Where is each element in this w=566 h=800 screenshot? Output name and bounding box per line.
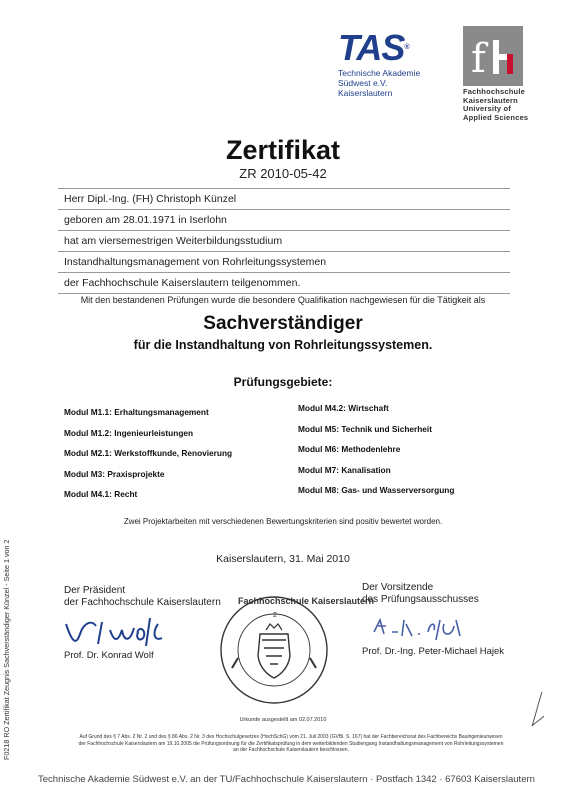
detail-row-course: Instandhaltungsmanagement von Rohrleitungssystemen — [58, 251, 510, 272]
module-item: Modul M7: Kanalisation — [298, 464, 391, 475]
module-item: Modul M8: Gas- und Wasserversorgung — [298, 485, 455, 495]
qualification-subtitle: für die Instandhaltung von Rohrleitungssystemen. — [133, 338, 433, 352]
project-note: Zwei Projektarbeiten mit verschiedenen Bewertungskriterien sind positiv bewertet worden. — [123, 517, 443, 526]
seal-text: Fachhochschule Kaiserslautern — [238, 596, 375, 606]
seal-number: 2 — [273, 612, 277, 619]
chair-signature-icon — [370, 614, 470, 649]
chair-role-line1: Der Vorsitzende — [362, 582, 434, 593]
modules-left-list — [64, 402, 284, 505]
tas-line1: Technische Akademie — [338, 68, 421, 78]
chair-name: Prof. Dr.-Ing. Peter-Michael Hajek — [362, 646, 505, 657]
tas-logo-text: TAS — [338, 27, 405, 68]
detail-row-name: Herr Dipl.-Ing. (FH) Christoph Künzel — [58, 188, 510, 209]
certificate-title: Zertifikat — [225, 135, 341, 165]
detail-row-birth: geboren am 28.01.1971 in Iserlohn — [58, 209, 510, 230]
module-item: Modul M5: Technik und Sicherheit — [298, 423, 432, 434]
modules-right-list — [298, 398, 518, 501]
module-item: Modul M4.1: Recht — [64, 489, 138, 499]
qualification-intro: Mit den bestandenen Prüfungen wurde die besondere Qualifikation nachgewiesen für die Tätigkeit als — [80, 295, 486, 305]
tas-line3: Kaiserslautern — [338, 88, 393, 98]
fh-line3: University of — [463, 104, 512, 113]
tas-logo-mark — [338, 27, 448, 68]
module-item: Modul M1.2: Ingenieurleistungen — [64, 427, 194, 438]
chair-role-line2: des Prüfungsausschusses — [362, 594, 479, 605]
issued-date: Urkunde ausgestellt am 02.07.2010 — [239, 717, 327, 723]
detail-row-program: hat am viersemestrigen Weiterbildungsstudium — [58, 230, 510, 251]
tas-line2: Südwest e.V. — [338, 78, 388, 88]
president-role-line2: der Fachhochschule Kaiserslautern — [64, 597, 221, 608]
module-item: Modul M4.2: Wirtschaft — [298, 403, 389, 413]
qualification-title: Sachverständiger — [203, 313, 363, 334]
module-item: Modul M3: Praxisprojekte — [64, 468, 165, 479]
handwritten-mark-icon — [528, 690, 548, 735]
module-item: Modul M2.1: Werkstoffkunde, Renovierung — [64, 448, 233, 458]
president-role-line1: Der Präsident — [64, 585, 126, 596]
footer-address: Technische Akademie Südwest e.V. an der TU/Fachhochschule Kaiserslautern · Postfach 1342 · 67603 Kaiserslautern — [38, 774, 535, 785]
side-document-reference: F0218 RO Zertifikat Zeugnis Sachverständiger Künzel - Seite 1 von 2 — [2, 539, 11, 760]
detail-row-institution: der Fachhochschule Kaiserslautern teilgenommen. — [58, 272, 510, 294]
fh-line4: Applied Sciences — [463, 112, 529, 122]
university-seal-icon — [218, 594, 330, 706]
president-name: Prof. Dr. Konrad Wolf — [64, 650, 154, 661]
place-date: Kaiserslautern, 31. Mai 2010 — [216, 553, 350, 565]
fh-line2: Kaiserslautern — [463, 95, 518, 105]
certificate-details — [58, 188, 510, 294]
fh-line1: Fachhochschule — [463, 87, 525, 96]
svg-text:f: f — [471, 36, 486, 82]
tas-logo — [338, 27, 448, 100]
chair-role — [362, 582, 479, 606]
fh-logo-icon — [463, 26, 523, 86]
president-role — [64, 585, 221, 609]
exam-areas-heading: Prüfungsgebiete: — [233, 375, 333, 389]
certificate-number: ZR 2010-05-42 — [239, 166, 327, 181]
tas-registered-mark: ® — [404, 44, 409, 51]
legal-basis-text: Auf Grund des § 7 Abs. 2 Nr. 2 und des § 86 Abs. 2 Nr. 3 des Hochschulgesetzes (HochSchG) vom 21. Juli 2003 (GVBl. S. 167) hat der Fachbereichsrat des Fachbereichs Bauingenieurwesen der Fachhochschule Kaiserslautern am 19.10.2005 die Prüfungsordnung für die Zertifikatsprüfung in dem weiterbildenden Studiengang Instandhaltungsmanagement von Rohrleitungssystemen an der Fachhochschule Kaiserslautern beschlossen. — [78, 734, 504, 753]
module-item: Modul M1.1: Erhaltungsmanagement — [64, 407, 209, 417]
module-item: Modul M6: Methodenlehre — [298, 444, 401, 454]
fh-logo-text — [463, 88, 543, 122]
